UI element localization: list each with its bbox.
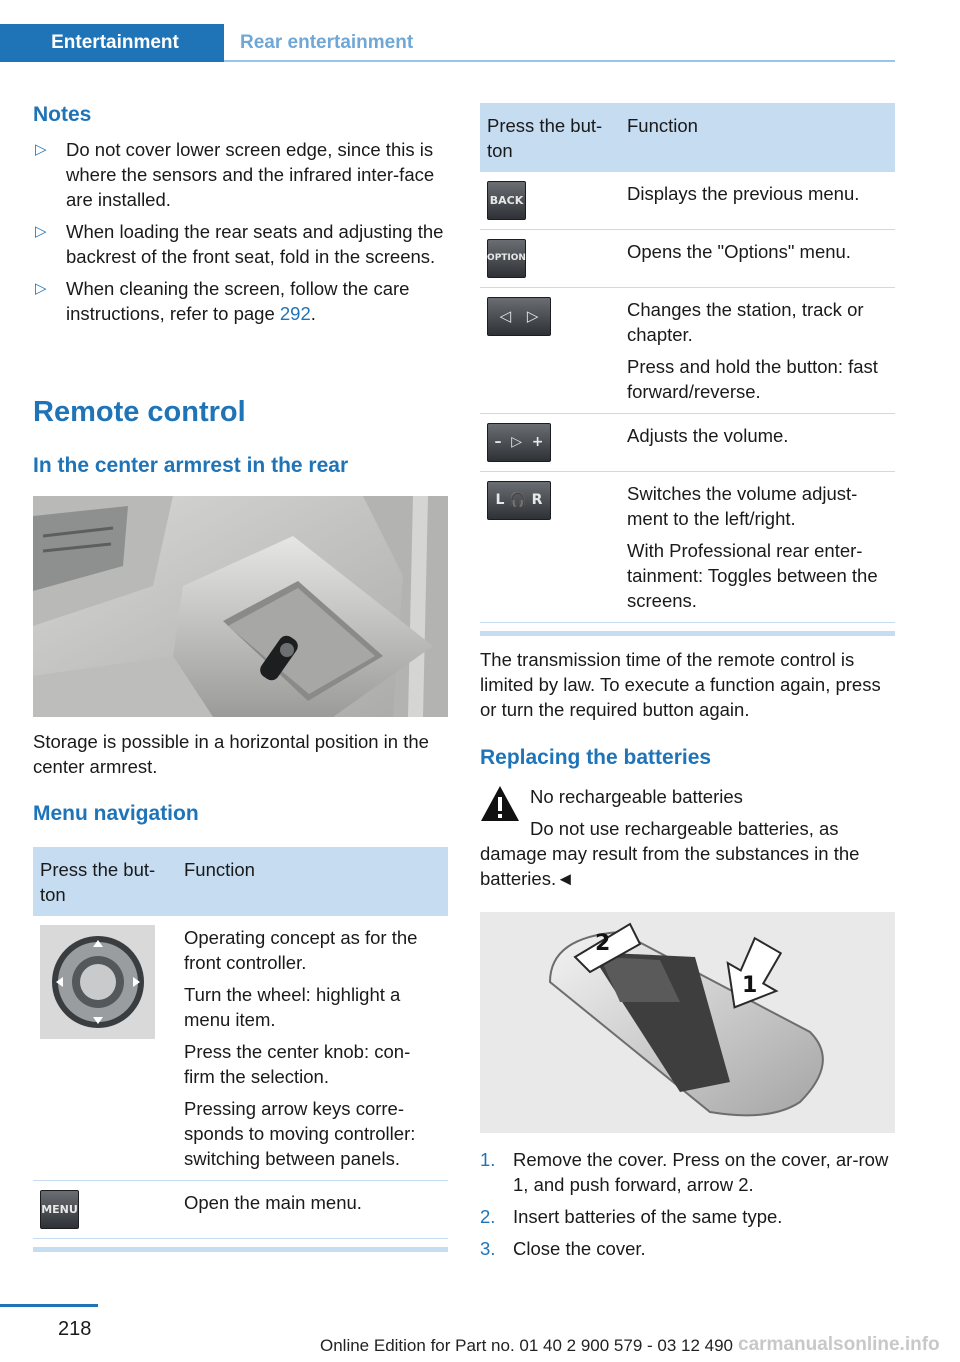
storage-text: Storage is possible in a horizontal position in the center armrest. bbox=[33, 731, 429, 777]
header-divider bbox=[224, 60, 895, 62]
column-header: Function bbox=[177, 847, 448, 916]
list-item: ▷ Do not cover lower screen edge, since this is where the sensors and the infrared inter‐face are installed. bbox=[35, 139, 435, 210]
notes-heading: Notes bbox=[33, 103, 92, 126]
option-button-icon: OPTION bbox=[487, 239, 526, 278]
table-bottom-bar bbox=[480, 631, 895, 636]
tab-rear-entertainment[interactable]: Rear entertainment bbox=[240, 32, 414, 53]
section-heading-menu-navigation: Menu navigation bbox=[33, 802, 199, 825]
arrow-label: 1 bbox=[742, 973, 758, 998]
battery-steps bbox=[480, 1147, 895, 1268]
page-reference-link[interactable]: 292 bbox=[279, 303, 311, 324]
back-button-icon: BACK bbox=[487, 181, 526, 220]
skip-buttons-icon: ◁ ▷ bbox=[487, 297, 551, 336]
page-title: Remote control bbox=[33, 396, 246, 428]
left-right-button-icon: L 🎧 R bbox=[487, 481, 551, 520]
list-item: 2. Insert batteries of the same type. bbox=[480, 1206, 783, 1227]
table-row: OPTION Opens the "Options" menu. bbox=[480, 230, 895, 288]
armrest-photo bbox=[33, 496, 448, 717]
menu-navigation-table bbox=[33, 847, 448, 1252]
table-row: ◁ ▷ Changes the station, track or chapter. Press and hold the button: fast forward/reverse. bbox=[480, 288, 895, 414]
warning-title: No rechargeable batteries bbox=[530, 786, 743, 807]
footer-divider bbox=[0, 1304, 98, 1307]
key-battery-illustration bbox=[480, 912, 895, 1133]
controller-icon bbox=[40, 925, 155, 1039]
table-row: L 🎧 R Switches the volume adjust‐ment to the left/right. With Professional rear enter‐tainment: Toggles between the screens. bbox=[480, 472, 895, 623]
page-number: 218 bbox=[58, 1318, 92, 1340]
table-row: – ▷ + Adjusts the volume. bbox=[480, 414, 895, 472]
list-item: ▷ When loading the rear seats and adjusting the backrest of the front seat, fold in the screens. bbox=[35, 221, 444, 267]
column-header: Function bbox=[620, 103, 895, 172]
table-row: BACK Displays the previous menu. bbox=[480, 172, 895, 230]
column-header: Press the but‐ton bbox=[480, 103, 620, 172]
list-item: 3. Close the cover. bbox=[480, 1238, 646, 1259]
transmission-text: The transmission time of the remote control is limited by law. To execute a function again, press or turn the required button again. bbox=[480, 649, 881, 720]
bullet-triangle-icon: ▷ bbox=[35, 141, 47, 158]
table-row: Operating concept as for the front controller. Turn the wheel: highlight a menu item. Press the center knob: con‐firm the selection. Pressing arrow keys corre‐sponds to moving controller: switching between panels. bbox=[33, 916, 448, 1181]
edition-text: Online Edition for Part no. 01 40 2 900 579 - 03 12 490 bbox=[320, 1336, 734, 1355]
column-header: Press the but‐ton bbox=[33, 847, 177, 916]
section-heading: In the center armrest in the rear bbox=[33, 454, 349, 477]
tab-entertainment[interactable]: Entertainment bbox=[0, 24, 224, 62]
bullet-triangle-icon: ▷ bbox=[35, 223, 47, 240]
warning-text: Do not use rechargeable batteries, as damage may result from the substances in the batteries.◄ bbox=[480, 818, 860, 889]
notes-list bbox=[33, 137, 449, 333]
section-heading-batteries: Replacing the batteries bbox=[480, 746, 712, 769]
table-row: MENU Open the main menu. bbox=[33, 1181, 448, 1239]
watermark: carmanualsonline.info bbox=[738, 1334, 940, 1355]
list-item: ▷ When cleaning the screen, follow the care instructions, refer to page 292. bbox=[35, 278, 410, 324]
volume-button-icon: – ▷ + bbox=[487, 423, 551, 462]
bullet-triangle-icon: ▷ bbox=[35, 280, 47, 297]
list-item: 1. Remove the cover. Press on the cover, ar‐row 1, and push forward, arrow 2. bbox=[480, 1149, 889, 1195]
menu-button-icon: MENU bbox=[40, 1190, 79, 1229]
table-bottom-bar bbox=[33, 1247, 448, 1252]
table-header-row bbox=[33, 847, 448, 916]
button-function-table bbox=[480, 103, 895, 636]
table-header-row bbox=[480, 103, 895, 172]
arrow-label: 2 bbox=[595, 931, 611, 956]
